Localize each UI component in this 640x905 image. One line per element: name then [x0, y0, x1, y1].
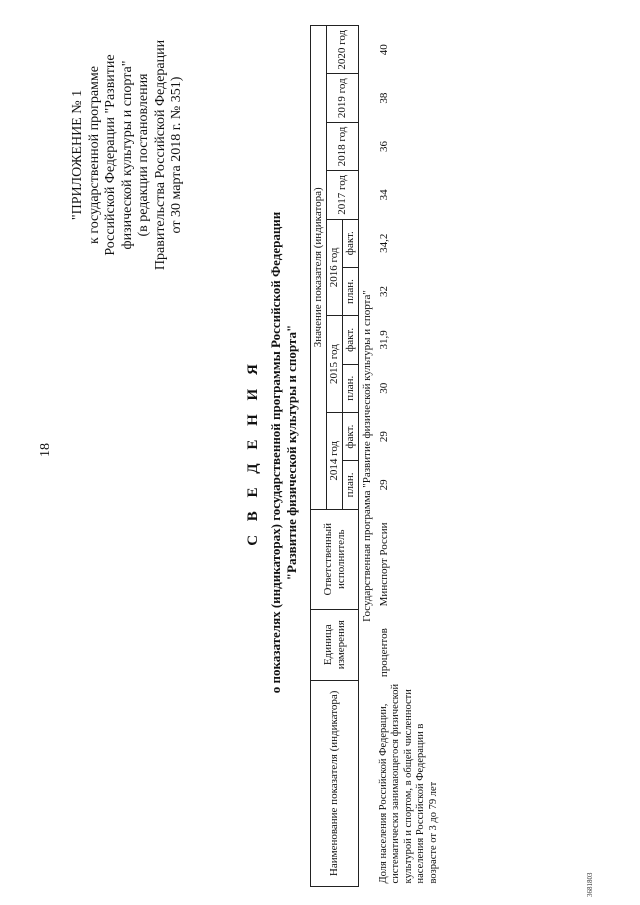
header-responsible: Ответственный исполнитель: [311, 509, 359, 609]
document-code: 368180З: [586, 872, 594, 897]
value-2014-fact: 29: [377, 431, 390, 443]
header-plan: план.: [343, 267, 359, 315]
document-title: С В Е Д Е Н И Я: [245, 359, 261, 546]
appendix-block: [70, 10, 186, 300]
header-year-2020: 2020 год: [327, 26, 359, 75]
indicators-table: [310, 25, 442, 887]
unit-cell: процентов: [377, 628, 390, 678]
document-subtitle: о показателях (индикаторах) государственной программы Российской Федерации: [268, 211, 283, 694]
appendix-line: от 30 марта 2018 г. № 351): [169, 76, 184, 234]
appendix-line: физической культуры и спорта": [119, 60, 135, 250]
header-year-2014: 2014 год: [327, 412, 343, 509]
page-number: 18: [38, 443, 53, 457]
section-heading: Государственная программа "Развитие физической культуры и спорта": [361, 290, 373, 622]
value-2018: 36: [377, 141, 390, 153]
value-2019: 38: [377, 92, 390, 104]
header-plan: план.: [343, 461, 359, 509]
header-indicator-name: Наименование показателя (индикатора): [311, 680, 359, 886]
value-2020: 40: [377, 44, 390, 56]
header-year-2019: 2019 год: [327, 74, 359, 122]
value-2016-plan: 32: [377, 286, 390, 298]
appendix-line: (в редакции постановления: [136, 73, 151, 237]
value-2015-plan: 30: [377, 382, 390, 394]
header-year-2015: 2015 год: [327, 316, 343, 413]
header-year-2017: 2017 год: [327, 171, 359, 219]
header-values-group: Значение показателя (индикатора): [311, 26, 327, 510]
header-unit: Единица измерения: [311, 609, 359, 680]
value-2017: 34: [377, 189, 390, 201]
value-2016-fact: 34,2: [377, 233, 390, 253]
appendix-line: "ПРИЛОЖЕНИЕ № 1: [70, 89, 85, 221]
program-name: "Развитие физической культуры и спорта": [284, 324, 299, 581]
header-fact: факт.: [343, 316, 359, 364]
appendix-line: Российской Федерации "Развитие: [103, 54, 118, 256]
indicator-name-cell: Доля населения Российской Федерации, систематически занимающегося физической культурой и спортом, в общей численности населения Российской Федерации в возрасте от 3 до 79 лет: [377, 683, 439, 884]
header-year-2018: 2018 год: [327, 122, 359, 170]
header-fact: факт.: [343, 219, 359, 267]
header-fact: факт.: [343, 412, 359, 460]
appendix-line: к государственной программе: [86, 66, 102, 244]
header-year-2016: 2016 год: [327, 219, 343, 316]
table-row: [376, 26, 443, 887]
value-2014-plan: 29: [377, 479, 390, 491]
appendix-line: Правительства Российской Федерации: [152, 39, 168, 271]
value-2015-fact: 31,9: [377, 330, 390, 350]
header-plan: план.: [343, 364, 359, 412]
responsible-cell: Минспорт России: [377, 522, 390, 607]
